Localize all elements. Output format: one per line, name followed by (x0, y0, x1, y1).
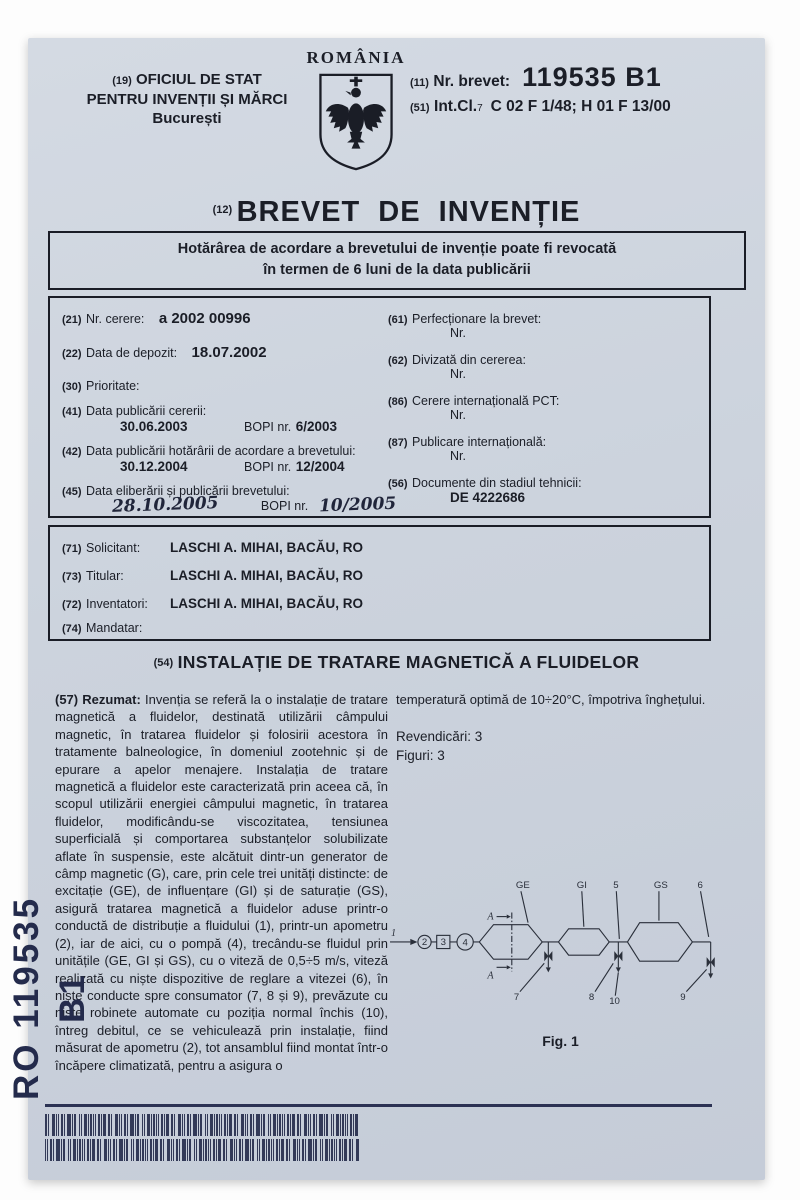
field-86-value: Nr. (450, 408, 466, 422)
ipc-code-57: (57) (55, 692, 79, 707)
invention-title: INSTALAȚIE DE TRATARE MAGNETICĂ A FLUIDELOR (177, 652, 640, 672)
abstract-heading: Rezumat: (82, 692, 141, 707)
revocation-notice-box (48, 231, 746, 290)
svg-text:A: A (487, 970, 494, 982)
side-publication-code: RO 119535 B1 (7, 895, 92, 1101)
ipc-code-19: (19) (112, 75, 132, 87)
svg-text:9: 9 (680, 991, 686, 1003)
office-city: București (152, 110, 222, 127)
field-42-data: 30.12.2004 BOPI nr. 12/2004 (120, 459, 345, 474)
abstract-right-column (396, 691, 726, 765)
field-21: (21) Nr. cerere: a 2002 00996 (62, 310, 251, 327)
office-line2: PENTRU INVENȚII ȘI MĂRCI (86, 90, 288, 108)
publication-date-41: 30.06.2003 (120, 419, 188, 434)
field-22: (22) Data de depozit: 18.07.2002 (62, 344, 267, 361)
svg-text:A: A (487, 911, 494, 923)
field-45: (45) Data eliberării și publicării brevetului: (62, 484, 290, 498)
field-74: (74) Mandatar: (62, 621, 143, 635)
document-title: BREVET DE INVENȚIE (236, 196, 581, 228)
int-class-sup: 7 (477, 103, 483, 114)
bopi-45-handwritten: 10/2005 (318, 493, 397, 517)
figure-caption: Fig. 1 (542, 1033, 579, 1049)
abstract-left-column (55, 691, 388, 1074)
figure-1-diagram (388, 876, 733, 1014)
svg-text:GE: GE (515, 880, 530, 892)
svg-text:1: 1 (391, 927, 397, 939)
prior-art-document: DE 4222686 (450, 490, 526, 505)
notice-line1: Hotărârea de acordare a brevetului de invenție poate fi revocată (177, 241, 617, 257)
office-name-1: OFICIUL DE STAT (135, 71, 262, 88)
figures-count: Figuri: 3 (396, 747, 445, 763)
ipc-code-51: (51) (410, 102, 430, 114)
abstract-body-right: temperatură optimă de 10÷20°C, împotriva înghețului. (396, 692, 706, 707)
field-30: (30) Prioritate: (62, 379, 140, 393)
patent-id-block (410, 62, 755, 116)
field-62: (62) Divizată din cererea: (388, 353, 526, 367)
grant-publication-date: 30.12.2004 (120, 459, 188, 474)
owner-name: LASCHI A. MIHAI, BACĂU, RO (170, 568, 363, 583)
field-87: (87) Publicare internațională: (388, 435, 547, 449)
svg-text:10: 10 (609, 995, 620, 1007)
office-line1 (58, 70, 316, 90)
coat-of-arms-icon (316, 70, 396, 174)
svg-text:GS: GS (653, 880, 668, 892)
field-42: (42) Data publicării hotărârii de acordare a brevetului: (62, 444, 356, 458)
issue-date-handwritten: 28.10.2005 (111, 493, 219, 517)
country-name: ROMÂNIA (306, 48, 406, 67)
ipc-code-54: (54) (153, 657, 174, 669)
field-61-value: Nr. (450, 326, 466, 340)
field-72: (72) Inventatori: LASCHI A. MIHAI, BACĂU, RO (62, 596, 363, 611)
svg-text:2: 2 (421, 937, 428, 949)
field-87-value: Nr. (450, 449, 466, 463)
parties-box (48, 525, 711, 641)
field-71: (71) Solicitant: LASCHI A. MIHAI, BACĂU, RO (62, 540, 363, 555)
int-class-value: C 02 F 1/48; H 01 F 13/00 (490, 98, 671, 115)
notice-line2: în termen de 6 luni de la data publicării (263, 262, 531, 279)
svg-text:7: 7 (513, 991, 520, 1003)
field-73: (73) Titular: LASCHI A. MIHAI, BACĂU, RO (62, 568, 363, 583)
svg-text:6: 6 (697, 880, 703, 892)
bibliographic-box (48, 296, 711, 518)
patent-number-value: 119535 B1 (522, 62, 662, 92)
svg-text:GI: GI (576, 880, 587, 892)
svg-text:8: 8 (588, 991, 595, 1003)
int-class-line (410, 98, 755, 116)
office-block (58, 70, 316, 129)
application-number: a 2002 00996 (158, 310, 251, 327)
applicant-name: LASCHI A. MIHAI, BACĂU, RO (170, 540, 363, 555)
field-41: (41) Data publicării cererii: (62, 404, 207, 418)
figure-1-block (388, 876, 733, 1049)
ipc-code-12: (12) (212, 204, 233, 216)
document-title-line (28, 196, 765, 229)
patent-number-line (410, 62, 755, 93)
abstract-body-left: Invenția se referă la o instalație de tratare magnetică a fluidelor, destinată utilizării câmpului magnetic, în tratarea fluidelor și folosirii acestora în tratamente balneologice, în domeniul zootehnic și de epurare a apelor menajere. Instalația de tratare magnetică a fluidelor este caracterizată prin aceea că, în scopul utilizării energiei câmpului magnetic, în tratarea fluidelor, modificându-se viscozitatea, tensiunea superficială și comportarea substanțelor solubilizate aflate în suspensie, este alcătuit dintr-un generator de câmp magnetic (G), care, prin cele trei unități distincte: de excitație (GE), de influențare (GI) și de saturație (GS), asigură tratarea magnetică a fluidelor aduse printr-o conductă de distribuție a fluidului (1), printr-un apometru (2), iar de aici, cu o pompă (4), trecându-se fluidul prin unitățile (GE, GI și GS), cu o viteză de 0,5÷5 m/s, viteză realizată cu niște dispozitive de reglare a vitezei (6), în niște conducte spre consumator (7, 8 și 9), prevăzute cu niște robinete automate cu poziția normal închis (10), întreg debitul, ce se vehiculează prin instalație, fiind măsurat de apometru (2), tot ansamblul fiind montat într-o încăpere climatizată, pentru a asigura o (55, 692, 388, 1073)
field-56: (56) Documente din stadiul tehnicii: (388, 476, 582, 490)
field-61: (61) Perfecționare la brevet: (388, 312, 542, 326)
bopi-41: 6/2003 (295, 419, 338, 434)
ipc-code-11: (11) (410, 77, 429, 89)
bottom-rule (45, 1104, 712, 1107)
field-86: (86) Cerere internațională PCT: (388, 394, 560, 408)
svg-text:3: 3 (440, 937, 446, 949)
claims-count: Revendicări: 3 (396, 729, 483, 745)
invention-title-line (28, 652, 765, 673)
field-41-data: 30.06.2003 BOPI nr. 6/2003 (120, 419, 338, 434)
coat-of-arms-block (300, 48, 412, 179)
filing-date: 18.07.2002 (191, 344, 267, 361)
patent-page (28, 38, 765, 1180)
field-45-data: 28.10.2005 BOPI nr. 10/2005 (111, 493, 397, 517)
patent-number-label: Nr. brevet: (433, 73, 511, 90)
bopi-42: 12/2004 (295, 459, 345, 474)
svg-text:4: 4 (462, 937, 468, 949)
barcode-row-2 (45, 1139, 360, 1161)
barcode-row-1 (45, 1114, 360, 1136)
field-62-value: Nr. (450, 367, 466, 381)
svg-text:5: 5 (613, 880, 619, 892)
int-class-label: Int.Cl. (434, 98, 478, 115)
inventor-name: LASCHI A. MIHAI, BACĂU, RO (170, 596, 363, 611)
